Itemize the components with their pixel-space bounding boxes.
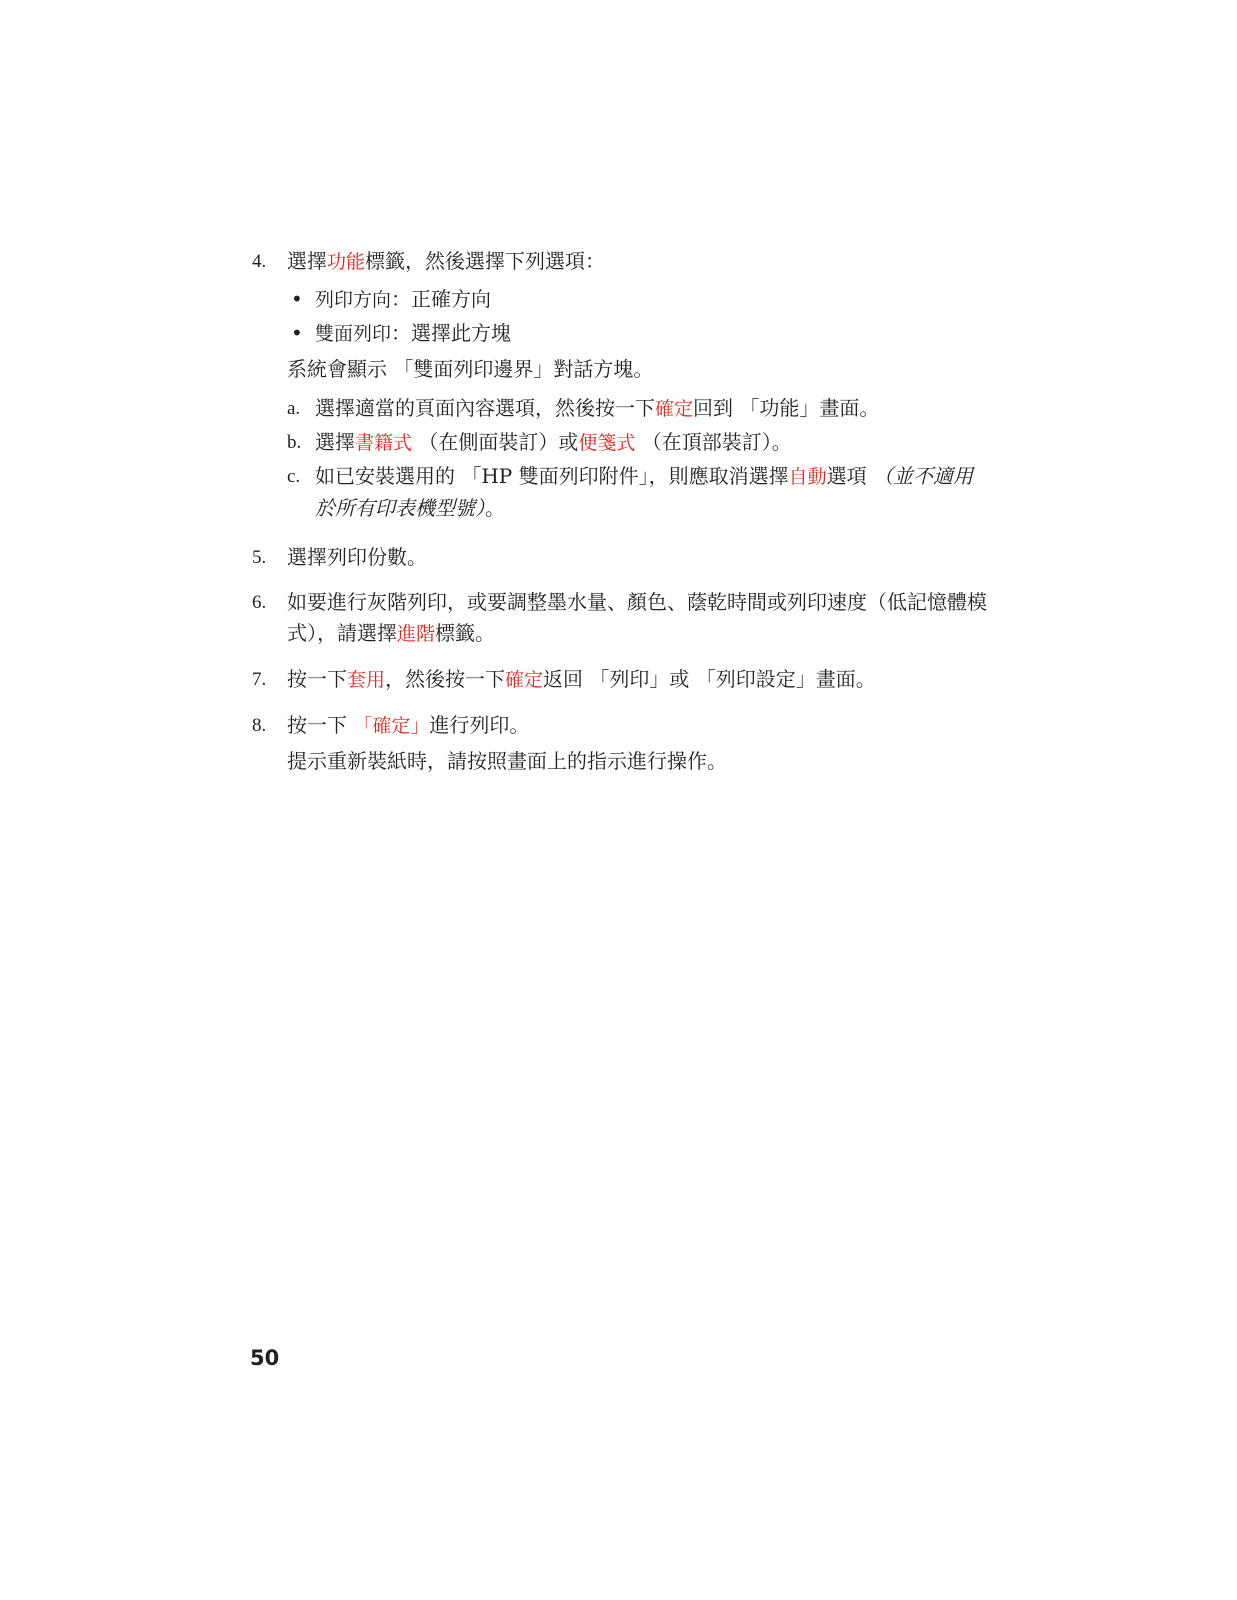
- step-5: [252, 542, 992, 573]
- substep-text: 選項: [826, 464, 873, 488]
- step-text: 標籤。: [435, 621, 496, 645]
- step-text: 選擇: [287, 249, 327, 273]
- list-item: [287, 284, 992, 316]
- highlight-apply: 套用: [347, 669, 386, 691]
- step-text: 返回 「列印」或 「列印設定」畫面。: [543, 667, 876, 691]
- bullet-icon: •: [291, 321, 303, 345]
- option-label: 列印方向: [315, 289, 392, 311]
- substep-letter: c.: [287, 466, 301, 487]
- substep-b: [287, 427, 992, 459]
- highlight-auto: 自動: [788, 466, 827, 488]
- substep-text: 。: [485, 496, 505, 520]
- step-text: 如要進行灰階列印，或要調整墨水量、顏色、蔭乾時間或列印速度（低記憶體模式），請選擇: [287, 590, 987, 645]
- option-value: ：選擇此方塊: [391, 321, 512, 345]
- list-item: [287, 318, 992, 350]
- substep-letter: b.: [287, 432, 302, 453]
- step-8: [252, 710, 992, 777]
- italic-note: （並不適用於所有印表機型號）: [315, 464, 973, 520]
- bullet-icon: •: [291, 287, 303, 311]
- substep-text: 選擇: [315, 430, 355, 454]
- document-body: [252, 246, 992, 777]
- option-list: [287, 284, 992, 350]
- substep-text: （在頂部裝訂）。: [635, 430, 792, 454]
- step-number: 6.: [252, 592, 267, 613]
- highlight-features-tab: 功能: [327, 251, 366, 273]
- highlight-ok: 確定: [505, 669, 544, 691]
- highlight-tablet: 便箋式: [578, 432, 636, 454]
- option-label: 雙面列印: [315, 323, 392, 345]
- step-text: 按一下: [287, 667, 347, 691]
- substep-list: [287, 393, 992, 524]
- step-text: 選擇列印份數。: [287, 545, 427, 569]
- step-text: ，然後按一下: [385, 667, 506, 691]
- substep-text: （在側面裝訂）或: [412, 430, 579, 454]
- step-note: 提示重新裝紙時，請按照畫面上的指示進行操作。: [287, 749, 727, 773]
- substep-letter: a.: [287, 398, 301, 419]
- step-number: 4.: [252, 251, 267, 272]
- substep-text: 回到 「功能」畫面。: [693, 396, 880, 420]
- step-4: [252, 246, 992, 524]
- page-number: 50: [250, 1346, 280, 1370]
- step-number: 5.: [252, 547, 267, 568]
- step-text: 按一下: [287, 713, 354, 737]
- substep-c: [287, 461, 992, 524]
- step-text: 進行列印。: [429, 713, 530, 737]
- step-number: 8.: [252, 715, 267, 736]
- step-7: [252, 664, 992, 696]
- highlight-ok: 確定: [655, 398, 694, 420]
- substep-text: 如已安裝選用的 「HP 雙面列印附件」，則應取消選擇: [315, 464, 789, 488]
- step-6: [252, 587, 992, 650]
- option-value: ：正確方向: [391, 287, 492, 311]
- step-number: 7.: [252, 669, 267, 690]
- highlight-ok: 「確定」: [353, 715, 430, 737]
- substep-a: [287, 393, 992, 425]
- step-note: 系統會顯示 「雙面列印邊界」對話方塊。: [287, 357, 654, 381]
- highlight-advanced-tab: 進階: [397, 623, 436, 645]
- substep-text: 選擇適當的頁面內容選項，然後按一下: [315, 396, 655, 420]
- highlight-book: 書籍式: [355, 432, 413, 454]
- step-text: 標籤，然後選擇下列選項：: [365, 249, 606, 273]
